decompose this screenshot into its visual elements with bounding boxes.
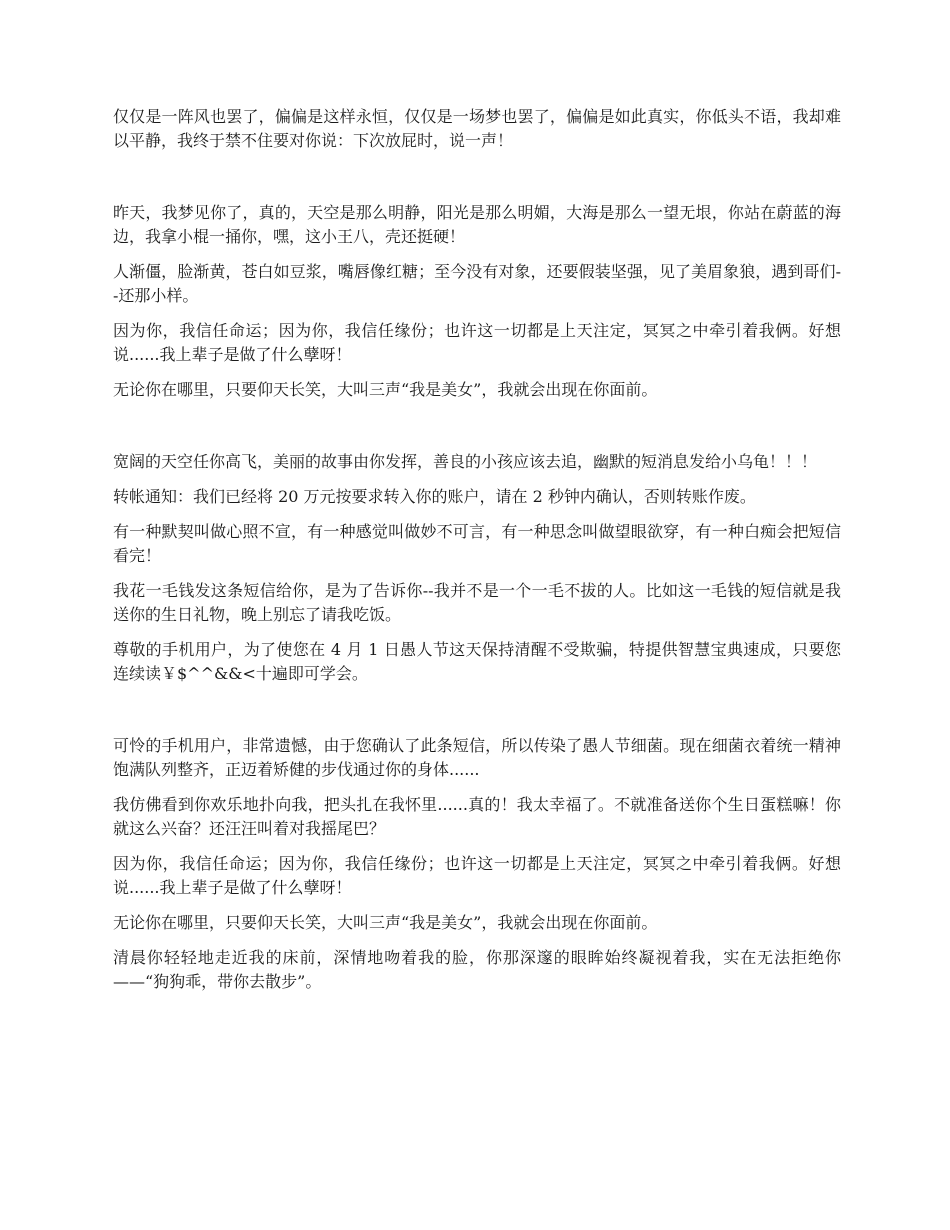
paragraph: 昨天，我梦见你了，真的，天空是那么明静，阳光是那么明媚，大海是那么一望无垠，你站在蔚蓝的海边，我拿小棍一捅你，嘿，这小王八，壳还挺硬！ (113, 203, 841, 246)
paragraph: 有一种默契叫做心照不宣，有一种感觉叫做妙不可言，有一种思念叫做望眼欲穿，有一种白痴会把短信看完！ (113, 522, 841, 565)
paragraph: 宽阔的天空任你高飞，美丽的故事由你发挥，善良的小孩应该去追，幽默的短消息发给小乌龟！！！ (113, 452, 818, 471)
paragraph: 清晨你轻轻地走近我的床前，深情地吻着我的脸，你那深邃的眼眸始终凝视着我，实在无法拒绝你——“狗狗乖，带你去散步”。 (113, 948, 841, 991)
paragraph: 转帐通知：我们已经将 20 万元按要求转入你的账户，请在 2 秒钟内确认，否则转账作废。 (113, 487, 756, 506)
paragraph: 仅仅是一阵风也罢了，偏偏是这样永恒，仅仅是一场梦也罢了，偏偏是如此真实，你低头不语，我却难以平静，我终于禁不住要对你说：下次放屁时，说一声！ (113, 107, 841, 150)
paragraph: 人渐僵，脸渐黄，苍白如豆浆，嘴唇像红糖；至今没有对象，还要假装坚强，见了美眉象狼，遇到哥们--还那小样。 (113, 262, 841, 305)
paragraph: 我花一毛钱发这条短信给你，是为了告诉你--我并不是一个一毛不拔的人。比如这一毛钱的短信就是我送你的生日礼物，晚上别忘了请我吃饭。 (113, 581, 841, 624)
paragraph: 我仿佛看到你欢乐地扑向我，把头扎在我怀里......真的！我太幸福了。不就准备送你个生日蛋糕嘛！你就这么兴奋？还汪汪叫着对我摇尾巴？ (113, 795, 841, 838)
paragraph: 可怜的手机用户，非常遗憾，由于您确认了此条短信，所以传染了愚人节细菌。现在细菌衣着统一精神饱满队列整齐，正迈着矫健的步伐通过你的身体...... (113, 736, 841, 779)
document-body (113, 105, 841, 1005)
paragraph: 无论你在哪里，只要仰天长笑，大叫三声“我是美女”，我就会出现在你面前。 (113, 380, 658, 399)
paragraph: 因为你，我信任命运；因为你，我信任缘份；也许这一切都是上天注定，冥冥之中牵引着我俩。好想说......我上辈子是做了什么孽呀！ (113, 321, 841, 364)
paragraph: 尊敬的手机用户，为了使您在 4 月 1 日愚人节这天保持清醒不受欺骗，特提供智慧宝典速成，只要您连续读￥$^^&&<十遍即可学会。 (113, 640, 841, 683)
paragraph: 因为你，我信任命运；因为你，我信任缘份；也许这一切都是上天注定，冥冥之中牵引着我俩。好想说......我上辈子是做了什么孽呀！ (113, 854, 841, 897)
paragraph: 无论你在哪里，只要仰天长笑，大叫三声“我是美女”，我就会出现在你面前。 (113, 913, 658, 932)
